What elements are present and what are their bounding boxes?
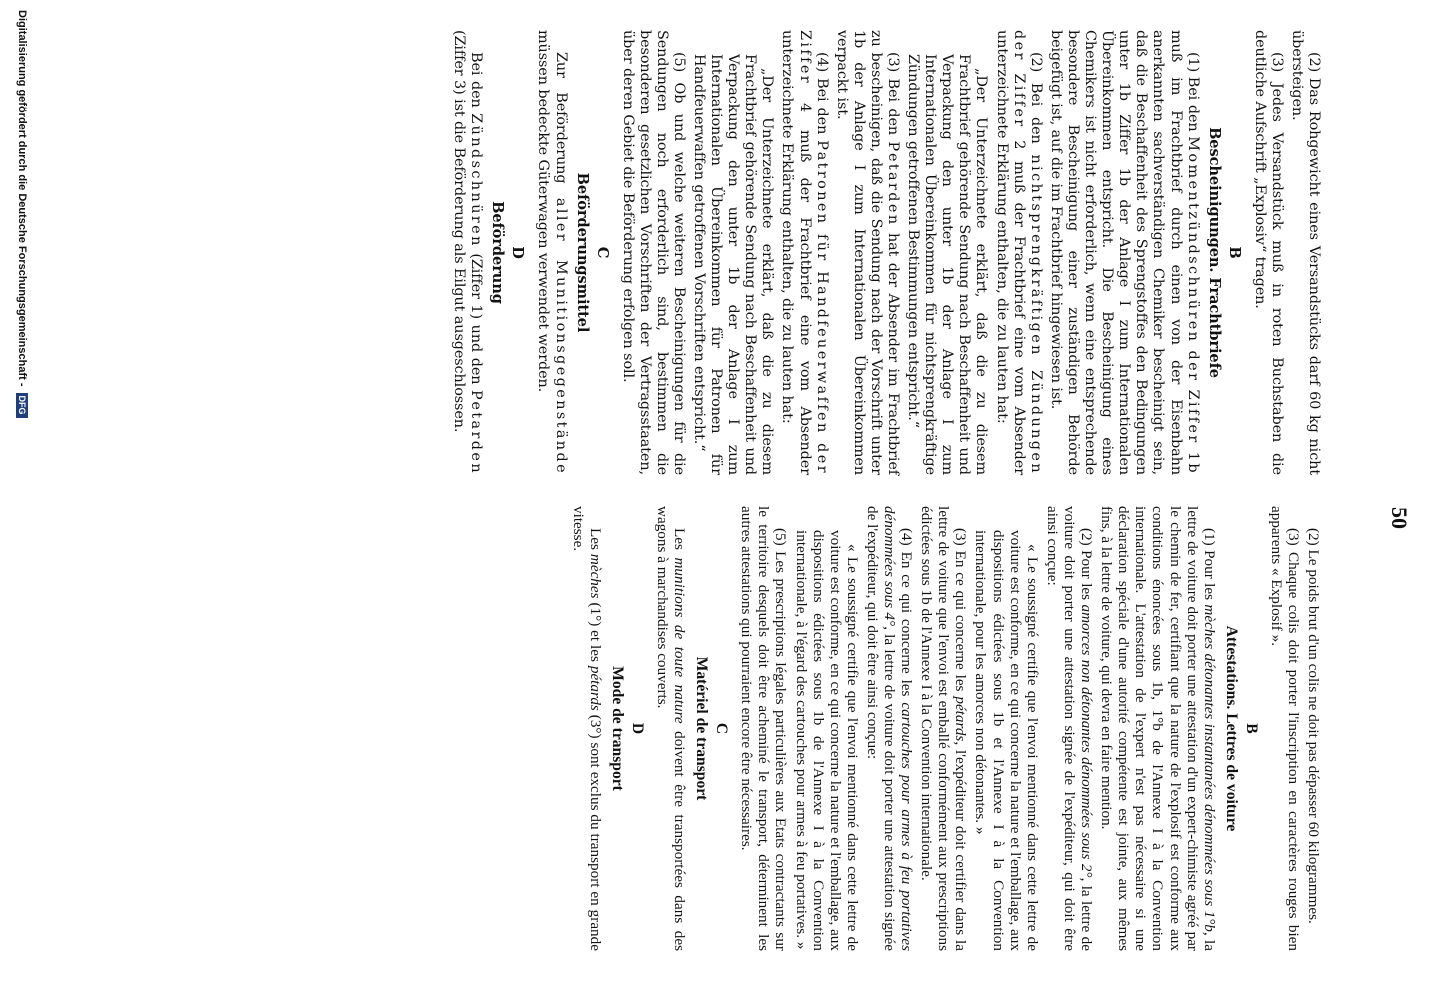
de-section-c-title: Beförderungsmittel (573, 172, 591, 333)
fr-paragraph-petards: (3) En ce qui concerne les pétards, l'expéditeur doit certifier dans la lettre de voiture que l'envoi est emballé conformément aux prescriptions édictées sous 1b de l'Annexe I à la Convention internationale. (918, 506, 970, 951)
de-section-b-title: Bescheinigungen. Frachtbriefe (1205, 127, 1223, 378)
fr-paragraph-cartouches: (4) En ce qui concerne les cartouches pour armes à feu portatives dénommées sous 4°, la lettre de voiture doit porter une attestation signée de l'expéditeur, qui doit être ainsi conçue: (863, 506, 916, 951)
fr-paragraph-materiel: Les munitions de toute nature doivent être transportées dans des wagons à marchandises couverts. (654, 506, 689, 951)
digitization-credit (16, 10, 28, 990)
fr-quote-cartouches: « Le soussigné certifie que l'envoi mentionné dans cette lettre de voiture est conforme, en ce qui concerne la nature et l'emballage, aux dispositions édictées sous 1b de l'Annexe I à la Convention internationale, à l'égard des cartouches pour armes à feu portatives. » (792, 530, 861, 951)
fr-section-b-title: Attestations. Lettres de voiture (1222, 625, 1240, 832)
de-paragraph-petarden: (3) Bei den Petarden hat der Absender im Frachtbrief zu bescheinigen, daß die Sendung nach der Vorschrift unter 1b der Anlage I zum Internationalen Übereinkommen verpackt ist. (833, 30, 902, 475)
de-section-c-letter: C (593, 246, 611, 259)
fr-paragraph-amorces: (2) Pour les amorces non détonantes dénommées sous 2°, la lettre de voiture doit porter une attestation signée de l'expéditeur, qui doit être ainsi conçue: (1043, 506, 1096, 951)
de-paragraph-weight: (2) Das Rohgewicht eines Versandstücks darf 60 kg nicht übersteigen. (1288, 30, 1322, 475)
de-paragraph-zuendschnuere: (1) Bei den Momentzündschnüren der Ziffer 1b muß im Frachtbrief durch einen von der Eisenbahn anerkannten sachverständigen Chemiker bescheinigt sein, daß die Beschaffenheit des Sprengstoffes den Bedingungen unter 1b Ziffer 1b der Anlage I zum Internationalen Übereinkommen entspricht. Die Bescheinigung eines Chemikers ist nicht erforderlich, wenn eine entsprechende besondere Bescheinigung einer zuständigen Behörde beigefügt ist, auf die im Frachtbrief hingewiesen ist. (1047, 30, 1201, 475)
fr-paragraph-prescriptions: (5) Les prescriptions légales particulières aux Etats contractants sur le territoire desquels doit être acheminé le transport, déterminent les autres attestations qui pourraient encore être nécessaires. (738, 506, 790, 951)
fr-paragraph-label: (3) Chaque colis doit porter l'inscription en caractères rouges bien apparents « Explosif ». (1267, 506, 1302, 951)
de-paragraph-vorschriften: (5) Ob und welche weiteren Bescheinigungen für die Sendungen noch erforderlich sind, bestimmen die besonderen gesetzlichen Vorschriften der Vertragsstaaten, über deren Gebiet die Beförderung erfolgen soll. (619, 30, 687, 475)
de-section-d-letter: D (509, 246, 527, 259)
fr-section-d-letter: D (629, 722, 646, 735)
fr-section-c-title: Matériel de transport (693, 656, 711, 801)
fr-section-c-letter: C (713, 722, 731, 735)
fr-paragraph-weight: (2) Le poids brut d'un colis ne doit pas dépasser 60 kilogrammes. (1305, 528, 1322, 924)
de-quote-zuendungen: „Der Unterzeichnete erklärt, daß die zu diesem Frachtbrief gehörende Sendung nach Beschaffenheit und Verpackung den unter 1b der Anlage I zum Internationalen Übereinkommen für nichtsprengkräftige Zündungen getroffenen Bestimmungen entspricht.“ (905, 54, 990, 475)
de-paragraph-zuendungen: (2) Bei den nichtsprengkräftigen Zündungen der Ziffer 2 muß der Frachtbrief eine vom Absender unterzeichnete Erklärung enthalten, die zu lauten hat: (993, 30, 1044, 475)
de-paragraph-mittel: Zur Beförderung aller Munitionsgegenstände müssen bedeckte Güterwagen verwendet werden. (535, 30, 569, 476)
fr-paragraph-mode: Les mèches (1°) et les pétards (3°) sont exclus du transport en grande vitesse. (569, 506, 604, 951)
de-quote-patronen: „Der Unterzeichnete erklärt, daß die zu diesem Frachtbrief gehörende Sendung nach Beschaffenheit und Verpackung den unter 1b der Anlage I zum Internationalen Übereinkommen für Patronen für Handfeuerwaffen getroffenen Vorschriften entspricht.“ (691, 54, 776, 475)
credit-text: Digitalisierung gefördert durch die Deutsche Forschungsgemeinschaft - (16, 10, 28, 387)
de-section-b-letter: B (1225, 246, 1243, 259)
fr-paragraph-meches: (1) Pour les mèches détonantes instantanées dénommées sous 1°b, la lettre de voiture doit porter une attestation d'un expert-chimiste agréé par le chemin de fer, certifiant que la nature de l'explosif est conforme aux conditions énoncées sous 1b, 1°b de l'Annexe I à la Convention internationale. L'attestation de l'expert n'est pas nécessaire si une déclaration spéciale d'une autorité compétente est jointe, aux mêmes fins, à la lettre de voiture, qui devra en faire mention. (1098, 506, 1218, 951)
fr-section-b-letter: B (1242, 723, 1260, 734)
dfg-logo: DFG (16, 393, 28, 418)
fr-section-d-title: Mode de transport (609, 666, 626, 791)
german-column (447, 30, 1322, 475)
de-paragraph-patronen: (4) Bei den Patronen für Handfeuerwaffen der Ziffer 4 muß der Frachtbrief eine vom Absender unterzeichnete Erklärung enthalten, die zu lauten hat: (779, 30, 830, 475)
de-section-d-title: Beförderung (489, 201, 507, 304)
fr-quote-amorces: « Le soussigné certifie que l'envoi mentionné dans cette lettre de voiture est conforme, en ce qui concerne la nature et l'emballage, aux dispositions édictées sous 1b et l'Annexe I à la Convention internationale, pour les amorces non détonantes. » (972, 530, 1041, 951)
page-number: 50 (1387, 507, 1412, 529)
french-column (567, 506, 1322, 951)
de-paragraph-label: (3) Jedes Versandstück muß in roten Buchstaben die deutliche Aufschrift „Explosiv“ tragen. (1251, 30, 1285, 475)
de-paragraph-befoerderung: Bei den Zündschnüren (Ziffer 1) und den Petarden (Ziffer 3) ist die Beförderung als Eilgut ausgeschlossen. (451, 30, 485, 475)
